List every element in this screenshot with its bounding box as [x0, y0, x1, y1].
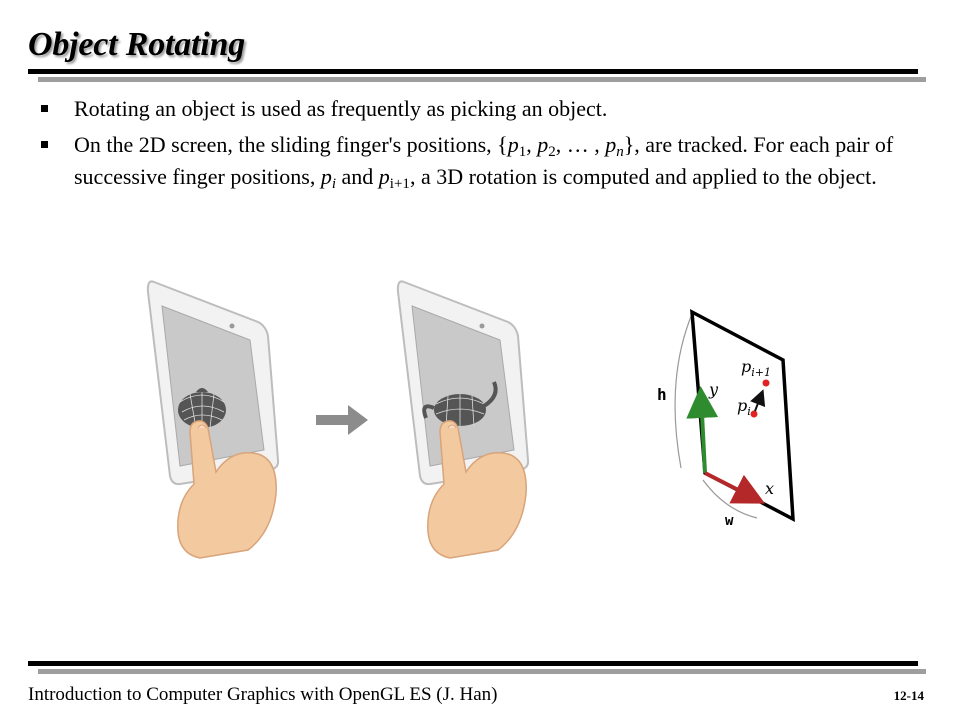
- label-pi1: $p_{i+1}$: [741, 357, 771, 379]
- footer-source: Introduction to Computer Graphics with OpenGL ES (J. Han): [28, 684, 498, 705]
- page-number: 12-14: [893, 688, 924, 703]
- arrow-right-icon: [316, 405, 368, 435]
- bullet-square-icon: [41, 105, 48, 112]
- rotation-illustration: [140, 270, 820, 570]
- bullet-item: [40, 129, 955, 193]
- slide-title: Object Rotating: [28, 26, 246, 63]
- phone-before-icon: [148, 281, 278, 558]
- title-rule-shadow: [38, 77, 926, 82]
- bullet-list: [40, 93, 955, 197]
- footer-rule-shadow: [38, 669, 926, 674]
- label-y: y: [709, 380, 719, 399]
- bullet-square-icon: [41, 141, 48, 148]
- label-x: x: [765, 479, 775, 498]
- title-rule: [28, 69, 918, 74]
- label-h: h: [657, 385, 667, 404]
- screen-plane: [692, 312, 793, 519]
- bullet-text: Rotating an object is used as frequently as picking an object.: [74, 96, 608, 121]
- footer-rule: [28, 661, 918, 666]
- label-w: w: [725, 513, 734, 529]
- phone-after-icon: [398, 281, 528, 558]
- bullet-item: [40, 93, 955, 125]
- point-pi: [751, 411, 758, 418]
- point-pi1: [763, 380, 770, 387]
- bullet-text: On the 2D screen, the sliding finger's positions, {$p_1$, $p_2$, … , $p_n$}, are tracked. For each pair of successive finger positions, $p_i$ and $p_{i+1}$, a 3D rotation is computed and applied to the object.: [74, 132, 894, 192]
- label-pi: $p_i$: [737, 396, 751, 418]
- rotation-diagram: [657, 312, 793, 529]
